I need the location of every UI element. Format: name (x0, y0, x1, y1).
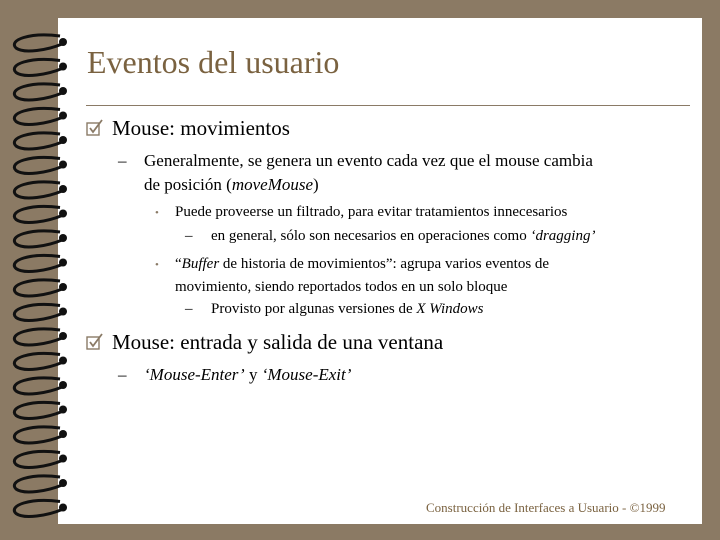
spiral-hole (59, 357, 67, 365)
detail-xwindows (185, 301, 483, 318)
spiral-ring (14, 231, 62, 247)
spiral-ring (14, 329, 62, 345)
spiral-ring (14, 255, 62, 271)
spiral-binding (0, 18, 80, 528)
sub-mid: y (244, 365, 262, 384)
spiral-hole (59, 136, 67, 144)
spiral-ring (14, 402, 62, 418)
spiral-hole (59, 161, 67, 169)
dash-bullet: – (185, 228, 193, 244)
spiral-hole (59, 185, 67, 193)
spiral-hole (59, 259, 67, 267)
bullet-filtrado (155, 201, 567, 224)
spiral-hole (59, 332, 67, 340)
spiral-ring (14, 182, 62, 198)
sub-text-line-2-pre: de posición ( (144, 175, 232, 194)
spiral-ring (14, 353, 62, 369)
detail-text: Provisto por algunas versiones de (211, 301, 417, 317)
spiral-ring (14, 206, 62, 222)
title-divider (86, 105, 690, 106)
spiral-ring (14, 157, 62, 173)
detail-text: en general, sólo son necesarios en operaciones como (211, 228, 531, 244)
bullet-text-1: de historia de movimientos”: agrupa varios eventos de (219, 256, 550, 272)
dot-bullet: • (155, 259, 159, 271)
spiral-hole (59, 455, 67, 463)
spiral-hole (59, 87, 67, 95)
spiral-hole (59, 430, 67, 438)
sub-em-2: ‘Mouse-Exit’ (261, 365, 352, 384)
sub-item-enter-exit (118, 363, 351, 387)
bullet-text: Puede proveerse un filtrado, para evitar tratamientos innecesarios (175, 204, 568, 220)
spiral-hole (59, 381, 67, 389)
spiral-hole (59, 234, 67, 242)
spiral-hole (59, 479, 67, 487)
dash-bullet: – (185, 301, 193, 317)
spiral-hole (59, 308, 67, 316)
bullet-text-2: movimiento, siendo reportados todos en un solo bloque (175, 279, 508, 295)
sub-item-generalmente (118, 149, 678, 197)
spiral-hole (59, 406, 67, 414)
spiral-hole (59, 210, 67, 218)
spiral-hole (59, 63, 67, 71)
detail-dragging (185, 228, 595, 245)
dash-bullet: – (118, 151, 127, 170)
bullet-em: Buffer (181, 256, 220, 272)
detail-em: ‘dragging’ (530, 228, 596, 244)
spiral-ring (14, 59, 62, 75)
sub-text-line-1: Generalmente, se genera un evento cada vez que el mouse cambia (144, 151, 593, 170)
footer-credit: Construcción de Interfaces a Usuario - ©1999 (426, 500, 666, 515)
spiral-ring (14, 500, 62, 516)
heading-text: Mouse: entrada y salida de una ventana (112, 330, 444, 354)
spiral-ring (14, 35, 62, 51)
detail-em: X Windows (416, 301, 484, 317)
sub-em-1: ‘Mouse-Enter’ (144, 365, 245, 384)
spiral-ring (14, 378, 62, 394)
spiral-ring (14, 427, 62, 443)
spiral-ring (14, 108, 62, 124)
checkbox-bullet-icon (86, 118, 112, 143)
spiral-ring (14, 304, 62, 320)
dot-bullet: • (155, 207, 159, 219)
dash-bullet: – (118, 365, 127, 384)
spiral-hole (59, 283, 67, 291)
spiral-ring (14, 84, 62, 100)
spiral-ring (14, 133, 62, 149)
bullet-open-quote: “ (175, 256, 182, 272)
spiral-ring (14, 280, 62, 296)
spiral-hole (59, 38, 67, 46)
spiral-hole (59, 504, 67, 512)
heading-text: Mouse: movimientos (112, 116, 290, 140)
checkbox-bullet-icon (86, 332, 112, 357)
spiral-ring (14, 476, 62, 492)
sub-text-line-2-em: moveMouse (231, 175, 314, 194)
section-heading-entrada-salida (86, 330, 443, 357)
spiral-hole (59, 112, 67, 120)
section-heading-movimientos (86, 116, 290, 143)
slide-title: Eventos del usuario (87, 44, 340, 80)
bullet-buffer (155, 253, 635, 298)
sub-text-line-2-post: ) (313, 175, 319, 194)
spiral-ring (14, 451, 62, 467)
